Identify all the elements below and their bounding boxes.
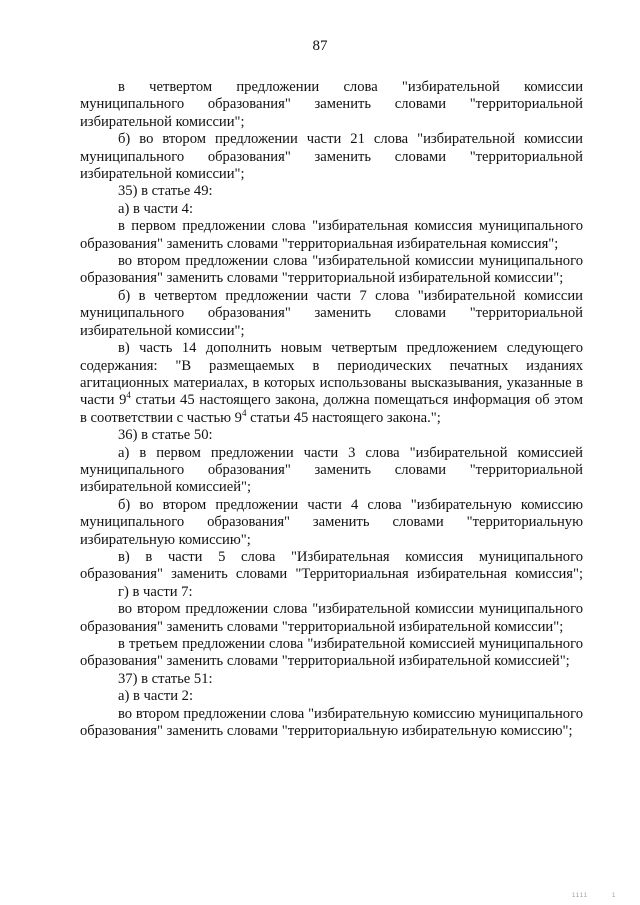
paragraph: в третьем предложении слова "избирательной комиссией муниципального образования" заменить словами "территориальной избирательной комиссией"; <box>80 636 583 670</box>
footer-mark: 1 <box>612 893 617 899</box>
section-heading: 37) в статье 51: <box>118 670 213 687</box>
paragraph: в первом предложении слова "избирательная комиссия муниципального образования" заменить словами "территориальная избирательная комиссия"; <box>80 218 583 252</box>
paragraph: б) в четвертом предложении части 7 слова "избирательной комиссии муниципального образования" заменить словами "территориальной избирательной комиссии"; <box>80 287 583 339</box>
superscript: 4 <box>126 390 131 401</box>
superscript: 4 <box>241 407 247 418</box>
subsection-heading: а) в части 2: <box>118 688 194 705</box>
paragraph: во втором предложении слова "избирательной комиссии муниципального образования" заменить словами "территориальной избирательной комиссии"; <box>80 253 583 287</box>
subsection-heading: г) в части 7: <box>118 583 193 600</box>
document-body <box>80 79 583 740</box>
paragraph: в четвертом предложении слова "избирательной комиссии муниципального образования" заменить словами "территориальной избирательной комиссии"; <box>80 79 583 130</box>
section-heading: 36) в статье 50: <box>118 427 213 444</box>
paragraph: а) в первом предложении части 3 слова "избирательной комиссией муниципального образования" заменить словами "территориальной избирательной комиссией"; <box>80 444 583 496</box>
paragraph: в) в части 5 слова "Избирательная комиссия муниципального образования" заменить словами "Территориальная избирательная комиссия"; <box>80 548 583 583</box>
paragraph: во втором предложении слова "избирательную комиссию муниципального образования" заменить словами "территориальную избирательную комиссию"; <box>80 705 583 740</box>
footer-mark: 1111 <box>572 893 589 899</box>
text-fragment: статьи 45 настоящего закона."; <box>246 409 441 426</box>
text-fragment: статьи 45 настоящего закона, должна помещаться информация об этом в соответствии с частью 9 <box>80 392 583 426</box>
subsection-heading: а) в части 4: <box>118 200 194 217</box>
paragraph: во втором предложении слова "избирательной комиссии муниципального образования" заменить словами "территориальной избирательной комиссии"; <box>80 601 583 635</box>
paragraph-with-superscripts <box>80 340 583 427</box>
page-number: 87 <box>312 38 328 54</box>
text-fragment: в) часть 14 дополнить новым четвертым предложением следующего содержания: "В размещаемых в периодических печатных изданиях агитационных материалах, в которых использованы высказывания, указанные в части 9 <box>80 340 583 409</box>
paragraph: б) во втором предложении части 21 слова "избирательной комиссии муниципального образования" заменить словами "территориальной избирательной комиссии"; <box>80 131 583 183</box>
section-heading: 35) в статье 49: <box>118 183 213 200</box>
paragraph: б) во втором предложении части 4 слова "избирательную комиссию муниципального образования" заменить словами "территориальную избирательную комиссию"; <box>80 496 583 548</box>
